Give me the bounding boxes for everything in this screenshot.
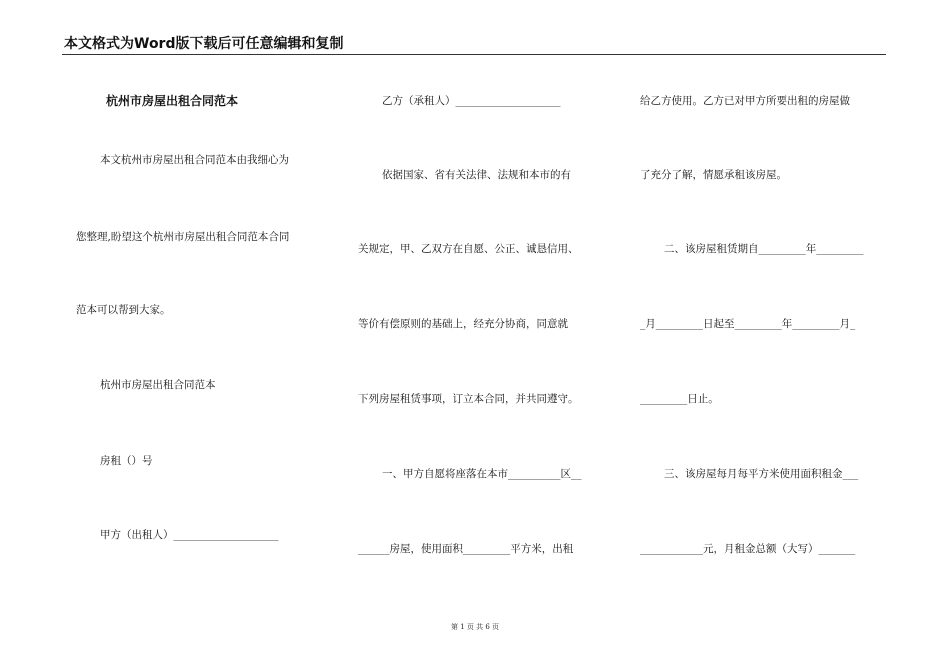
- paragraph-line: 关规定，甲、乙双方在自愿、公正、诚恳信用、: [358, 243, 579, 255]
- document-title: 杭州市房屋出租合同范本: [106, 94, 239, 108]
- paragraph-line: 下列房屋租赁事项，订立本合同，并共同遵守。: [358, 393, 579, 405]
- page-number-footer: 第 1 页 共 6 页: [450, 623, 500, 631]
- text-column-2: [358, 0, 610, 672]
- paragraph-line: 一、甲方自愿将座落在本市__________区__: [382, 468, 582, 480]
- paragraph-line: 本文杭州市房屋出租合同范本由我细心为: [100, 154, 289, 166]
- paragraph-line: 范本可以帮到大家。: [76, 304, 171, 316]
- paragraph-line: ____________元，月租金总额（大写）_______: [640, 543, 856, 555]
- paragraph-line: 二、该房屋租赁期自_________年_________: [664, 243, 864, 255]
- paragraph-line: _________日止。: [640, 393, 719, 405]
- text-column-3: [640, 0, 890, 672]
- document-header-title: 本文格式为Word版下载后可任意编辑和复制: [64, 36, 344, 52]
- paragraph-line: ______房屋，使用面积_________平方米，出租: [358, 543, 574, 555]
- paragraph-line: 依据国家、省有关法律、法规和本市的有: [382, 169, 571, 181]
- paragraph-line: 了充分了解，情愿承租该房屋。: [640, 169, 787, 181]
- paragraph-line: 甲方（出租人）____________________: [100, 529, 279, 541]
- text-column-1: [76, 0, 326, 672]
- paragraph-line: 等价有偿原则的基础上，经充分协商，同意就: [358, 318, 568, 330]
- paragraph-line: _月_________日起至_________年_________月_: [640, 318, 856, 330]
- paragraph-line: 给乙方使用。乙方已对甲方所要出租的房屋做: [640, 95, 850, 107]
- paragraph-line: 乙方（承租人）____________________: [382, 95, 561, 107]
- paragraph-line: 三、该房屋每月每平方米使用面积租金___: [664, 468, 859, 480]
- paragraph-line: 房租（）号: [100, 455, 153, 467]
- paragraph-line: 您整理,盼望这个杭州市房屋出租合同范本合同: [76, 231, 290, 243]
- paragraph-line: 杭州市房屋出租合同范本: [100, 379, 216, 391]
